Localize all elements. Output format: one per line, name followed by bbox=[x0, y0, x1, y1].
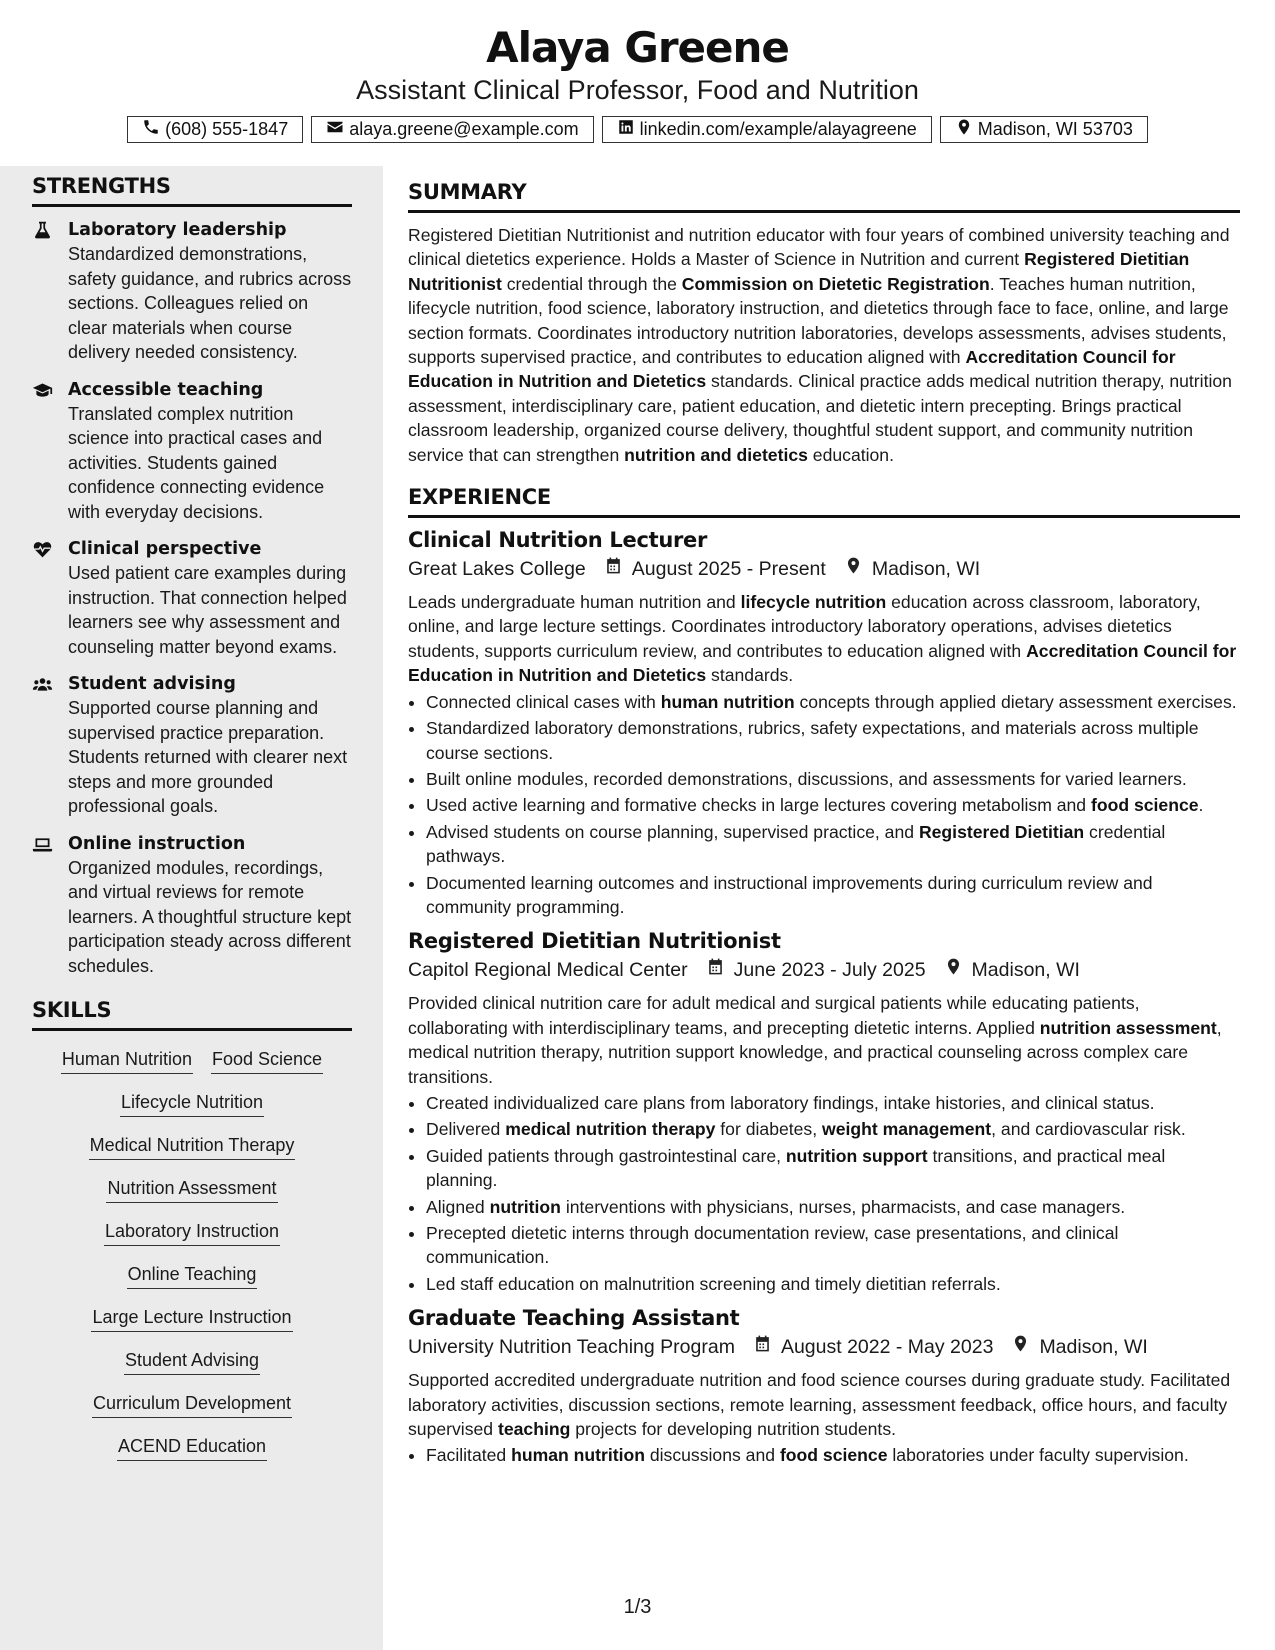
bullet-item bbox=[426, 1195, 1240, 1219]
text-run: Facilitated bbox=[426, 1445, 512, 1466]
strengths-section bbox=[32, 174, 352, 1461]
candidate-name: Alaya Greene bbox=[486, 23, 789, 72]
bold-text: nutrition assessment bbox=[1039, 1017, 1217, 1038]
flask-icon bbox=[32, 218, 56, 365]
text-run: laboratories under faculty supervision. bbox=[887, 1445, 1189, 1466]
strength-desc: Supported course planning and supervised practice preparation. Students returned with clearer next steps and more grounded professional goals. bbox=[68, 698, 348, 816]
job-bullets bbox=[408, 1091, 1240, 1296]
map-pin-icon bbox=[955, 118, 973, 141]
strength-title: Clinical perspective bbox=[68, 539, 262, 559]
text-run: . bbox=[1198, 795, 1204, 816]
text-run: education. bbox=[807, 444, 894, 465]
summary-heading: SUMMARY bbox=[408, 180, 1240, 213]
skill-tag: Nutrition Assessment bbox=[106, 1176, 277, 1203]
strength-desc: Standardized demonstrations, safety guidance, and rubrics across sections. Colleagues relied on clear materials when course delivery needed consistency. bbox=[68, 244, 352, 362]
strength-desc: Organized modules, recordings, and virtual reviews for remote learners. A thoughtful structure kept participation steady across different schedules. bbox=[68, 857, 352, 976]
text-run: standards. bbox=[706, 665, 794, 686]
calendar-icon bbox=[586, 554, 632, 584]
skill-tag: Online Teaching bbox=[127, 1262, 258, 1289]
strength-item bbox=[32, 832, 352, 979]
candidate-title: Assistant Clinical Professor, Food and Nutrition bbox=[356, 75, 919, 105]
calendar-icon bbox=[688, 955, 734, 985]
strength-desc: Used patient care examples during instruction. That connection helped learners see why assessment and counseling matter beyond exams. bbox=[68, 563, 347, 657]
job-title: Graduate Teaching Assistant bbox=[408, 1306, 740, 1331]
text-run: Advised students on course planning, supervised practice, and bbox=[426, 821, 919, 842]
job-title: Clinical Nutrition Lecturer bbox=[408, 528, 708, 553]
linkedin-icon bbox=[617, 118, 635, 141]
bold-text: nutrition bbox=[489, 1196, 561, 1217]
strength-title: Accessible teaching bbox=[68, 379, 264, 400]
linkedin-text: linkedin.com/example/alayagreene bbox=[639, 119, 917, 139]
text-run: transitions, and practical meal planning. bbox=[426, 1145, 1166, 1191]
text-run: Provided clinical nutrition care for adult medical and surgical patients while educating patients, collaborating with interdisciplinary teams, and precepting dietetic interns. Applied bbox=[408, 993, 1140, 1038]
job-title: Registered Dietitian Nutritionist bbox=[408, 929, 781, 954]
bullet-item bbox=[426, 1443, 1240, 1467]
contact-email[interactable] bbox=[311, 116, 593, 143]
contact-location bbox=[940, 116, 1148, 143]
calendar-icon bbox=[735, 1332, 781, 1362]
bold-text: teaching bbox=[497, 1419, 571, 1440]
strength-title: Laboratory leadership bbox=[68, 220, 287, 240]
bullet-item bbox=[426, 871, 1240, 920]
strength-item bbox=[32, 537, 352, 659]
job-meta bbox=[408, 955, 1240, 985]
job-dates: August 2025 - Present bbox=[631, 558, 826, 581]
text-run: Created individualized care plans from laboratory findings, intake histories, and clinical status. bbox=[426, 1092, 1155, 1113]
map-pin-icon bbox=[926, 955, 972, 985]
location-text: Madison, WI 53703 bbox=[977, 119, 1133, 139]
job-location: Madison, WI bbox=[1039, 1336, 1148, 1359]
skill-tag: Student Advising bbox=[124, 1348, 260, 1375]
text-run: Precepted dietetic interns through documentation review, case presentations, and clinical communication. bbox=[426, 1223, 1119, 1268]
bold-text: medical nutrition therapy bbox=[505, 1119, 716, 1140]
bullet-item bbox=[426, 1117, 1240, 1141]
job-entry bbox=[408, 927, 1240, 1296]
strength-item bbox=[32, 672, 352, 819]
job-description bbox=[408, 590, 1240, 688]
bold-text: nutrition support bbox=[785, 1145, 928, 1166]
text-run: credential through the bbox=[501, 273, 682, 294]
strength-item bbox=[32, 378, 352, 525]
text-run: standards. Clinical practice adds medical nutrition therapy, nutrition assessment, interdisciplinary care, patient education, and dietetic intern precepting. Brings practical classroom leadership, organized course delivery, thoughtful student support, and community nutrition service that can strengthen bbox=[408, 371, 1232, 465]
job-entry bbox=[408, 526, 1240, 919]
skill-tag: Curriculum Development bbox=[92, 1391, 292, 1418]
job-location: Madison, WI bbox=[971, 959, 1080, 982]
contact-bar bbox=[0, 116, 1275, 143]
bullet-item bbox=[426, 820, 1240, 869]
bold-text: Accreditation Council for Education in Nutrition and Dietetics bbox=[408, 640, 1237, 686]
bold-text: food science bbox=[1090, 795, 1199, 816]
bullet-item bbox=[426, 690, 1240, 714]
heart-pulse-icon bbox=[32, 537, 56, 659]
phone-text: (608) 555-1847 bbox=[165, 119, 289, 139]
text-run: Supported accredited undergraduate nutrition and food science courses during graduate study. Facilitated laboratory activities, discussion sections, remote learning, assessment feedback, office hours, and faculty supervised bbox=[408, 1370, 1231, 1440]
map-pin-icon bbox=[826, 554, 872, 584]
bold-text: food science bbox=[779, 1445, 888, 1466]
bullet-item bbox=[426, 1272, 1240, 1296]
text-run: Aligned bbox=[426, 1196, 490, 1217]
text-run: Connected clinical cases with bbox=[426, 691, 661, 712]
text-run: Registered Dietitian Nutritionist and nutrition educator with four years of combined university teaching and clinical dietetics experience. Holds a Master of Science in Nutrition and current bbox=[408, 225, 1230, 270]
text-run: . Teaches human nutrition, lifecycle nutrition, food science, laboratory instruction, and dietetics through face to face, online, and large section formats. Coordinates introductory nutrition laboratories, develops assessments, advises students, supports supervised practice, and contributes to education aligned with bbox=[408, 273, 1229, 368]
main-content bbox=[408, 180, 1240, 1470]
text-run: Led staff education on malnutrition screening and timely dietitian referrals. bbox=[426, 1273, 1001, 1294]
map-pin-icon bbox=[993, 1332, 1039, 1362]
job-bullets bbox=[408, 690, 1240, 920]
text-run: Guided patients through gastrointestinal care, bbox=[426, 1145, 786, 1166]
text-run: projects for developing nutrition students. bbox=[570, 1419, 897, 1440]
job-org: Great Lakes College bbox=[408, 558, 586, 581]
envelope-icon bbox=[326, 118, 344, 141]
skill-tag: Human Nutrition bbox=[61, 1047, 193, 1074]
graduation-cap-icon bbox=[32, 378, 56, 525]
job-org: University Nutrition Teaching Program bbox=[408, 1336, 735, 1359]
skill-tag: Medical Nutrition Therapy bbox=[89, 1133, 296, 1160]
text-run: education across classroom, laboratory, online, and large lecture settings. Coordinates introductory laboratory operations, advises dietetics students, supports curriculum review, and contributes to education aligned with bbox=[408, 592, 1201, 661]
experience-heading: EXPERIENCE bbox=[408, 485, 1240, 518]
resume-header bbox=[0, 0, 1275, 166]
job-bullets bbox=[408, 1443, 1240, 1467]
job-entry bbox=[408, 1304, 1240, 1468]
users-icon bbox=[32, 672, 56, 819]
text-run: Used active learning and formative checks in large lectures covering metabolism and bbox=[426, 795, 1091, 816]
text-run: for diabetes, bbox=[715, 1119, 823, 1140]
bold-text: Accreditation Council for Education in Nutrition and Dietetics bbox=[408, 347, 1176, 392]
bullet-item bbox=[426, 767, 1240, 791]
skill-tag: Lifecycle Nutrition bbox=[120, 1090, 264, 1117]
job-meta bbox=[408, 1332, 1240, 1362]
text-run: concepts through applied dietary assessment exercises. bbox=[794, 691, 1237, 712]
bullet-item bbox=[426, 793, 1240, 817]
contact-linkedin[interactable] bbox=[602, 116, 932, 143]
strength-item bbox=[32, 218, 352, 365]
strengths-heading: STRENGTHS bbox=[32, 174, 352, 207]
text-run: , medical nutrition therapy, nutrition support knowledge, and practical counseling across complex care transitions. bbox=[408, 1017, 1222, 1087]
job-org: Capitol Regional Medical Center bbox=[408, 959, 688, 982]
skill-tag: Laboratory Instruction bbox=[104, 1219, 280, 1246]
bullet-item bbox=[426, 1221, 1240, 1270]
bold-text: Commission on Dietetic Registration bbox=[681, 273, 990, 294]
sidebar bbox=[0, 166, 383, 1650]
strength-desc: Translated complex nutrition science into practical cases and activities. Students gained confidence connecting evidence with everyday decisions. bbox=[68, 403, 325, 522]
job-description bbox=[408, 991, 1240, 1089]
bold-text: lifecycle nutrition bbox=[740, 592, 887, 613]
strength-title: Student advising bbox=[68, 674, 236, 694]
strength-title: Online instruction bbox=[68, 833, 246, 854]
phone-icon bbox=[142, 118, 160, 141]
text-run: Standardized laboratory demonstrations, rubrics, safety expectations, and materials across multiple course sections. bbox=[426, 718, 1199, 763]
text-run: Leads undergraduate human nutrition and bbox=[408, 592, 741, 613]
bullet-item bbox=[426, 1091, 1240, 1115]
bold-text: Registered Dietitian bbox=[918, 821, 1085, 842]
text-run: discussions and bbox=[644, 1445, 780, 1466]
skills-heading: SKILLS bbox=[32, 998, 352, 1031]
text-run: , and cardiovascular risk. bbox=[991, 1119, 1186, 1140]
skill-tag: ACEND Education bbox=[117, 1434, 267, 1461]
skill-tag: Food Science bbox=[211, 1047, 323, 1074]
bold-text: human nutrition bbox=[511, 1445, 645, 1466]
text-run: Documented learning outcomes and instructional improvements during curriculum review and community programming. bbox=[426, 872, 1153, 917]
bold-text: nutrition and dietetics bbox=[624, 444, 808, 465]
email-text: alaya.greene@example.com bbox=[349, 119, 579, 139]
bold-text: Registered Dietitian Nutritionist bbox=[408, 249, 1190, 294]
job-location: Madison, WI bbox=[871, 558, 981, 581]
laptop-icon bbox=[32, 832, 56, 979]
text-run: Built online modules, recorded demonstrations, discussions, and assessments for varied learners. bbox=[426, 768, 1187, 789]
page-number: 1/3 bbox=[623, 1596, 652, 1618]
job-dates: June 2023 - July 2025 bbox=[733, 959, 926, 982]
bold-text: human nutrition bbox=[660, 691, 795, 712]
skill-tag: Large Lecture Instruction bbox=[91, 1305, 292, 1332]
text-run: Delivered bbox=[426, 1119, 506, 1140]
job-meta bbox=[408, 554, 1240, 584]
bullet-item bbox=[426, 716, 1240, 765]
bullet-item bbox=[426, 1144, 1240, 1193]
text-run: interventions with physicians, nurses, pharmacists, and case managers. bbox=[560, 1196, 1126, 1217]
job-dates: August 2022 - May 2023 bbox=[780, 1336, 994, 1359]
text-run: credential pathways. bbox=[426, 821, 1166, 867]
bold-text: weight management bbox=[822, 1119, 992, 1140]
contact-phone[interactable] bbox=[127, 116, 303, 143]
job-description bbox=[408, 1368, 1240, 1441]
skills-list bbox=[32, 1031, 352, 1461]
summary-text bbox=[408, 223, 1240, 467]
